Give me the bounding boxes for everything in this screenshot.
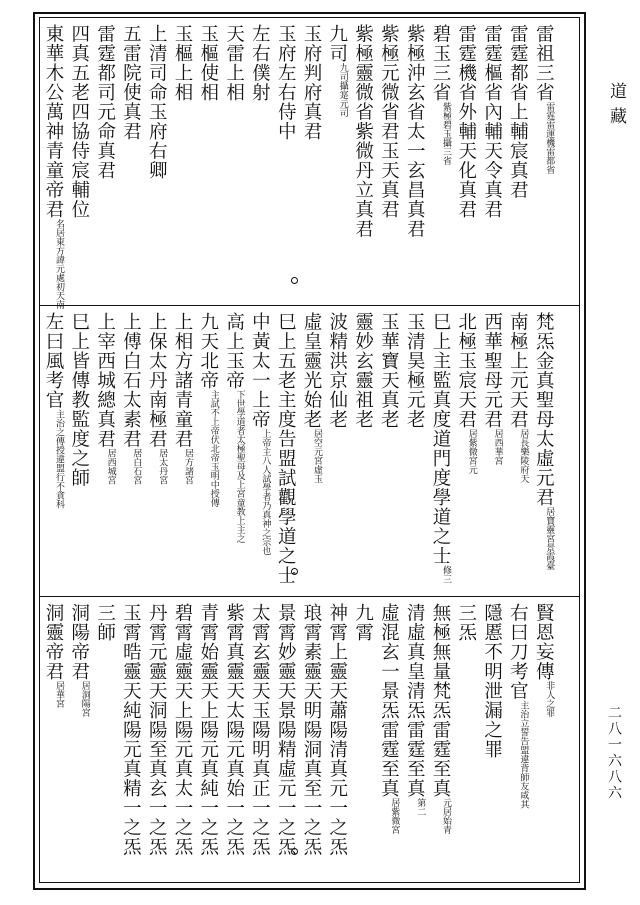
text-column — [300, 603, 322, 857]
column-main-text: 高上玉帝 — [223, 312, 245, 390]
column-main-text: 虛皇靈光始老 — [301, 312, 322, 429]
column-main-text: 西華聖母元君 — [481, 312, 503, 429]
column-main-text: 洞陽帝君 — [68, 603, 90, 681]
column-annotation: 雷霆雷運機雷都省 — [544, 102, 555, 174]
text-column — [223, 603, 245, 857]
text-column — [300, 24, 322, 141]
text-column — [68, 603, 90, 717]
text-column — [300, 312, 322, 483]
column-main-text: 左右僕射 — [249, 24, 271, 102]
column-main-text: 東華木公萬神青童帝君 — [43, 24, 64, 219]
column-annotation: 修三 — [441, 565, 451, 584]
column-annotation: 居空元宮虛玉 — [312, 429, 322, 483]
column-annotation: 居太丹宮 — [157, 448, 168, 485]
column-annotation: 九司攝寔元司 — [337, 63, 348, 117]
text-column — [171, 312, 193, 485]
text-column — [223, 312, 245, 543]
column-annotation: 居西華宮 — [492, 429, 503, 465]
column-annotation: 名居東方諱元處初天南 — [54, 219, 64, 309]
column-main-text: 九霄 — [352, 603, 374, 642]
text-column — [248, 24, 270, 102]
text-column — [197, 603, 219, 857]
text-column — [248, 312, 270, 555]
column-main-text: 波精洪京仙老 — [326, 312, 348, 429]
column-main-text: 玉霄晧靈天純陽元真精一之炁 — [120, 603, 142, 857]
column-main-text: 碧霄虛靈天上陽元真太一之炁 — [172, 603, 193, 857]
column-main-text: 九司 — [326, 24, 348, 63]
section-divider — [39, 596, 580, 597]
column-main-text: 琅霄素靈天明陽洞真至一之炁 — [301, 603, 322, 857]
column-annotation: 居紫微宮 — [389, 798, 400, 834]
text-column — [94, 603, 116, 642]
column-main-text: 雷祖三省 — [533, 24, 555, 102]
column-main-text: 隱慝不明泄漏之罪 — [481, 603, 503, 759]
column-annotation: 主治立誓告盟違背師友咸其 — [518, 700, 529, 809]
column-main-text: 上宰西城總真君 — [94, 312, 116, 449]
column-main-text: 四真五老四協侍宸輔位 — [68, 24, 90, 219]
section-divider — [39, 305, 580, 306]
column-main-text: 無極無量梵炁雷霆至真 — [430, 603, 451, 798]
text-column — [352, 24, 374, 239]
column-main-text: 神霄上靈天蕭陽清真元一之炁 — [326, 603, 348, 857]
column-main-text: 巳上五老主度告盟試觀學道之士 — [275, 312, 297, 585]
text-column — [94, 24, 116, 180]
column-main-text: 五雷院使真君 — [120, 24, 142, 141]
text-column — [377, 312, 399, 429]
text-column — [532, 24, 554, 174]
text-column — [429, 312, 451, 584]
column-main-text: 玉清昊極元老 — [404, 312, 426, 429]
column-annotation: 主治之傳授違盟行不貪科 — [54, 409, 64, 509]
page-number: 二八一六八六 — [606, 705, 622, 801]
column-main-text: 右曰刀考官 — [507, 603, 529, 701]
column-main-text: 玉府判府真君 — [301, 24, 322, 141]
text-column — [532, 312, 554, 570]
column-annotation: 居白石宮 — [131, 448, 142, 485]
column-main-text: 三炁 — [455, 603, 477, 642]
text-column — [42, 603, 64, 708]
column-main-text: 玉華寶天真老 — [378, 312, 400, 429]
text-column — [42, 312, 64, 509]
column-annotation: 主試不上帝伏北帝玉明中授傳 — [208, 390, 219, 507]
text-column — [42, 24, 64, 309]
text-column — [455, 312, 477, 474]
text-column — [326, 603, 348, 857]
text-column — [326, 312, 348, 429]
text-column — [274, 312, 296, 585]
column-main-text: 上傅白石太素君 — [120, 312, 142, 449]
text-column — [145, 603, 167, 857]
text-column — [506, 603, 528, 809]
column-annotation: 第二 — [415, 798, 426, 816]
text-column — [352, 312, 374, 429]
text-column — [223, 24, 245, 102]
text-column — [506, 312, 528, 483]
column-main-text: 上保太丹南極君 — [146, 312, 168, 449]
text-column — [532, 603, 554, 717]
text-column — [455, 24, 477, 219]
column-main-text: 左曰風考官 — [43, 312, 64, 410]
column-main-text: 北極玉宸天君 — [455, 312, 477, 429]
column-annotation: 元居始青 — [441, 798, 451, 834]
text-column — [481, 603, 503, 759]
column-main-text: 天雷上相 — [223, 24, 245, 102]
column-annotation: 紫極碧玉攝三省 — [441, 102, 451, 165]
text-column — [145, 24, 167, 180]
text-column — [326, 24, 348, 117]
text-column — [68, 24, 90, 219]
column-main-text: 清虛真皇清炁雷霆至真 — [404, 603, 426, 798]
text-column — [455, 603, 477, 642]
text-column — [403, 24, 425, 239]
text-column — [403, 312, 425, 429]
column-main-text: 雷霆都司元命真君 — [94, 24, 116, 180]
text-column — [506, 24, 528, 200]
column-main-text: 巳上主監真度道門度學道之士 — [430, 312, 451, 566]
column-main-text: 南極上元天君 — [507, 312, 529, 429]
column-main-text: 虛混玄一景炁雷霆至真 — [378, 603, 400, 798]
text-column — [248, 603, 270, 857]
column-main-text: 丹霄元靈天洞陽至真玄一之炁 — [146, 603, 168, 857]
column-annotation: 下世學道者太極聖母及上宮童教上主之 — [234, 390, 245, 543]
column-annotation: 居寶靈宮景霞臺 — [544, 507, 555, 570]
column-main-text: 紫霄真靈天太陽元真始一之炁 — [223, 603, 245, 857]
column-main-text: 九天北帝 — [197, 312, 219, 390]
column-annotation: 居紫微宮元 — [466, 429, 477, 474]
column-main-text: 紫極靈微省紫微丹立真君 — [352, 24, 374, 239]
column-main-text: 玉府左右侍中 — [275, 24, 297, 141]
text-column — [429, 24, 451, 165]
column-annotation: 居長樂陵府天 — [518, 429, 529, 483]
column-main-text: 巳上皆傳教監度之師 — [68, 312, 90, 488]
column-annotation: 居洞陽宮 — [79, 681, 90, 717]
text-column — [145, 312, 167, 485]
text-column — [119, 603, 141, 857]
text-column — [119, 312, 141, 485]
column-main-text: 太霄玄靈天玉陽明真正一之炁 — [249, 603, 271, 857]
column-annotation: 非人之罪 — [544, 681, 555, 717]
column-main-text: 紫極沖玄省太一玄昌真君 — [404, 24, 426, 239]
column-annotation: 居西城宮 — [105, 448, 116, 485]
text-column — [481, 312, 503, 465]
column-main-text: 雷霆機省外輔天化真君 — [455, 24, 477, 219]
text-column — [377, 603, 399, 834]
text-column — [403, 603, 425, 816]
text-column — [197, 312, 219, 507]
column-main-text: 賢恩妄傳 — [533, 603, 555, 681]
text-column — [171, 24, 193, 102]
column-main-text: 洞靈帝君 — [43, 603, 64, 681]
text-column — [68, 312, 90, 488]
column-main-text: 雷霆都省上輔宸真君 — [507, 24, 529, 200]
column-annotation: 居方諸宮 — [183, 448, 193, 485]
column-main-text: 梵炁金真聖母太虛元君 — [533, 312, 555, 507]
column-main-text: 上相方諸青童君 — [172, 312, 193, 449]
column-main-text: 三師 — [94, 603, 116, 642]
text-column — [171, 603, 193, 857]
column-annotation: 上帝主八人試學者乃真神之宗也 — [260, 429, 271, 555]
text-column — [94, 312, 116, 485]
column-main-text: 雷霆樞省內輔天令真君 — [481, 24, 503, 219]
column-main-text: 玉樞上相 — [172, 24, 193, 102]
column-main-text: 紫極元微省君玉天真君 — [378, 24, 400, 219]
column-main-text: 玉樞使相 — [197, 24, 219, 102]
column-main-text: 上清司命玉府右卿 — [146, 24, 168, 180]
text-column — [481, 24, 503, 219]
text-column — [197, 24, 219, 102]
text-column — [352, 603, 374, 642]
text-column — [429, 603, 451, 834]
text-column — [377, 24, 399, 219]
column-annotation: 居華宮 — [54, 681, 64, 708]
column-main-text: 碧玉三省 — [430, 24, 451, 102]
circle-marker-icon — [291, 277, 298, 284]
text-column — [119, 24, 141, 141]
column-main-text: 青霄始靈天上陽元真純一之炁 — [197, 603, 219, 857]
text-column — [274, 603, 296, 857]
source-title: 道藏 — [606, 82, 626, 132]
text-column — [274, 24, 296, 141]
column-main-text: 靈妙玄靈祖老 — [352, 312, 374, 429]
column-main-text: 景霄妙靈天景陽精虛元一之炁 — [275, 603, 297, 857]
column-main-text: 中黃太一上帝 — [249, 312, 271, 429]
